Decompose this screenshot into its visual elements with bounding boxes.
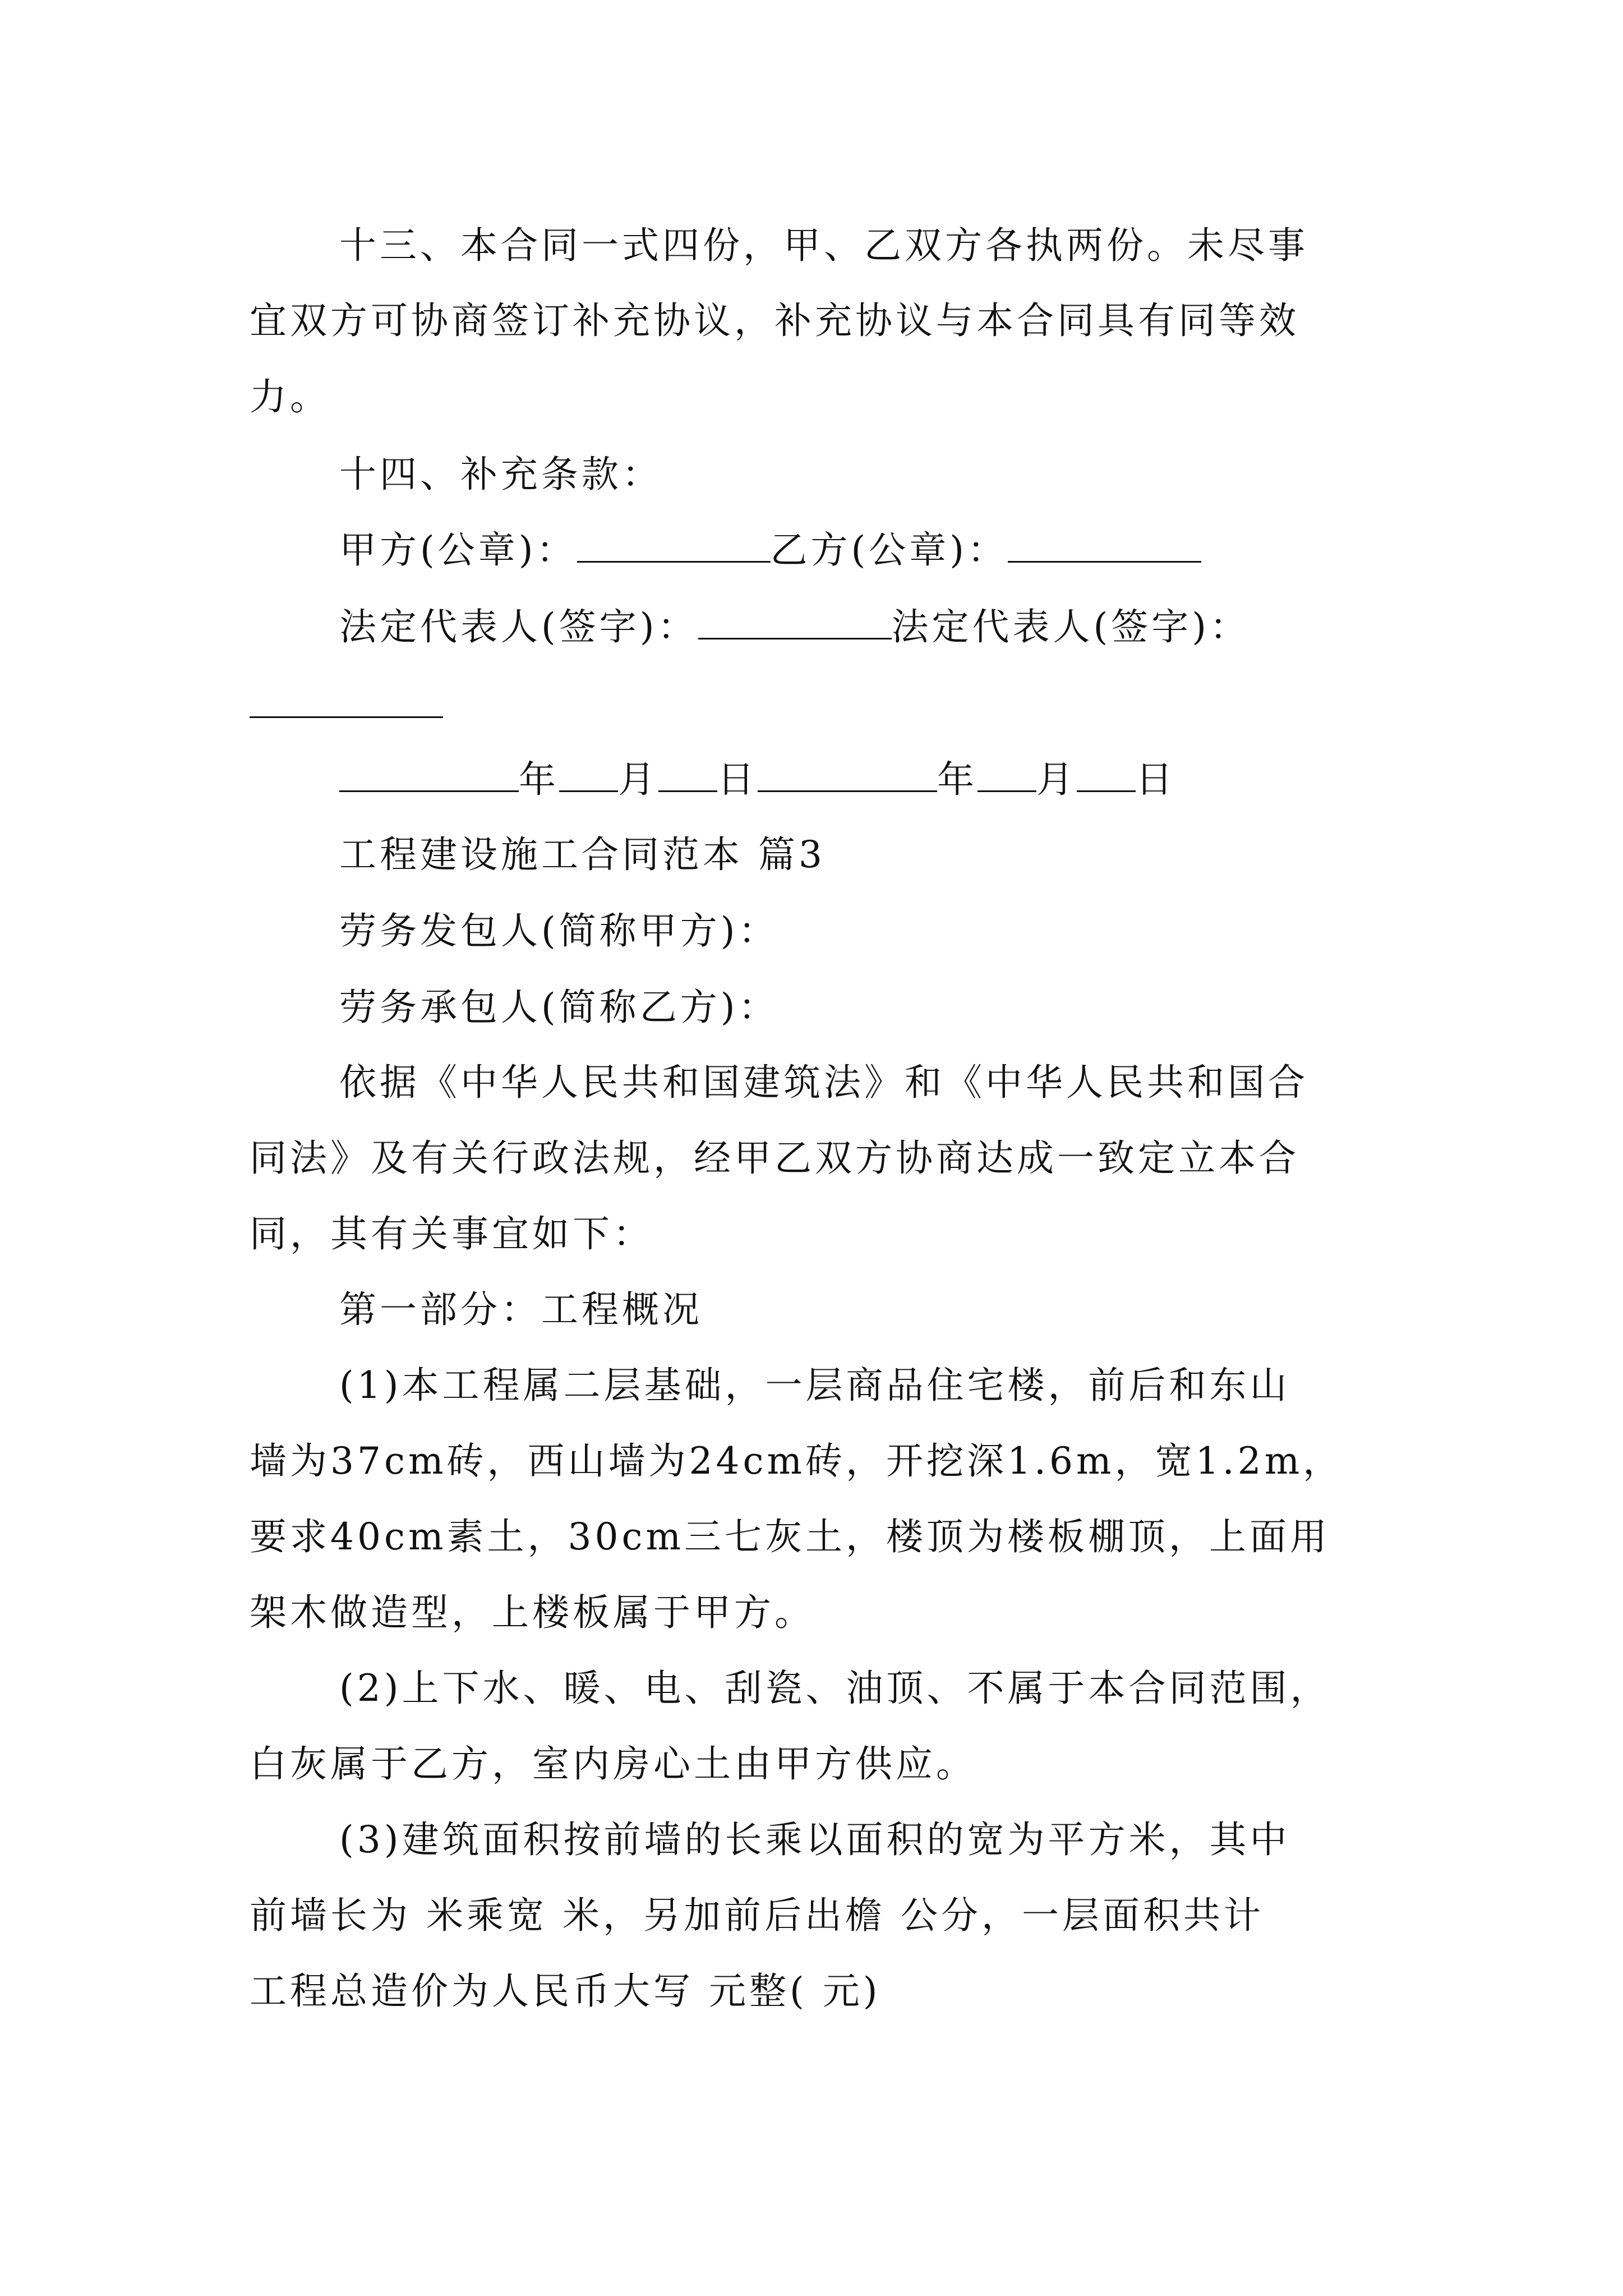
date-a-year-label: 年 — [519, 758, 559, 801]
rep-b-blank — [250, 684, 443, 718]
date-a-month-blank — [559, 758, 618, 792]
clause13-line3: 力。 — [250, 375, 330, 418]
item3-line1: (3)建筑面积按前墙的长乘以面积的宽为平方米，其中 — [339, 1818, 1290, 1861]
rep-b-blank-row — [250, 683, 443, 728]
rep-b-label: 法定代表人(签字)： — [891, 605, 1250, 648]
clause13-line1: 十三、本合同一式四份，甲、乙双方各执两份。未尽事 — [339, 224, 1308, 267]
section3-title: 工程建设施工合同范本 篇3 — [339, 833, 826, 876]
item1-line3: 要求40cm素土，30cm三七灰土，楼顶为楼板棚顶，上面用 — [250, 1515, 1331, 1558]
item3-line3: 工程总造价为人民币大写 元整( 元) — [250, 1970, 881, 2013]
item1-line2: 墙为37cm砖，西山墙为24cm砖，开挖深1.6m，宽1.2m， — [250, 1439, 1344, 1483]
intro-line1: 依据《中华人民共和国建筑法》和《中华人民共和国合 — [339, 1061, 1308, 1104]
rep-a-blank — [698, 605, 892, 639]
date-a-day-blank — [658, 758, 717, 792]
seal-row — [339, 528, 1201, 573]
item2-line1: (2)上下水、暖、电、刮瓷、油顶、不属于本合同范围， — [339, 1667, 1331, 1710]
clause14-heading: 十四、补充条款： — [339, 453, 662, 496]
item2-line2: 白灰属于乙方，室内房心土由甲方供应。 — [250, 1742, 976, 1786]
intro-line2: 同法》及有关行政法规，经甲乙双方协商达成一致定立本合 — [250, 1137, 1299, 1180]
contractor-line: 劳务承包人(简称乙方)： — [339, 986, 779, 1029]
party-a-seal-blank — [577, 528, 771, 563]
date-a-day-label: 日 — [717, 758, 758, 801]
rep-a-label: 法定代表人(签字)： — [339, 605, 698, 648]
intro-line3: 同，其有关事宜如下： — [250, 1212, 653, 1255]
date-a-month-label: 月 — [618, 758, 658, 801]
employer-line: 劳务发包人(简称甲方)： — [339, 909, 779, 953]
representative-row — [339, 605, 1250, 650]
party-b-seal-blank — [1008, 528, 1201, 563]
party-a-seal-label: 甲方(公章)： — [339, 528, 577, 572]
date-b-year-blank — [758, 758, 937, 792]
date-a-year-blank — [339, 758, 519, 792]
date-b-year-label: 年 — [937, 758, 978, 801]
item3-line2: 前墙长为 米乘宽 米，另加前后出檐 公分，一层面积共计 — [250, 1894, 1264, 1937]
date-b-month-label: 月 — [1036, 758, 1077, 801]
date-row — [339, 757, 1176, 802]
party-b-seal-label: 乙方(公章)： — [770, 528, 1008, 572]
clause13-line2: 宜双方可协商签订补充协议，补充协议与本合同具有同等效 — [250, 299, 1299, 342]
date-b-day-blank — [1077, 758, 1136, 792]
part1-heading: 第一部分：工程概况 — [339, 1288, 703, 1331]
date-b-day-label: 日 — [1136, 758, 1176, 801]
item1-line4: 架木做造型，上楼板属于甲方。 — [250, 1591, 815, 1634]
date-b-month-blank — [978, 758, 1036, 792]
item1-line1: (1)本工程属二层基础，一层商品住宅楼，前后和东山 — [339, 1364, 1290, 1407]
